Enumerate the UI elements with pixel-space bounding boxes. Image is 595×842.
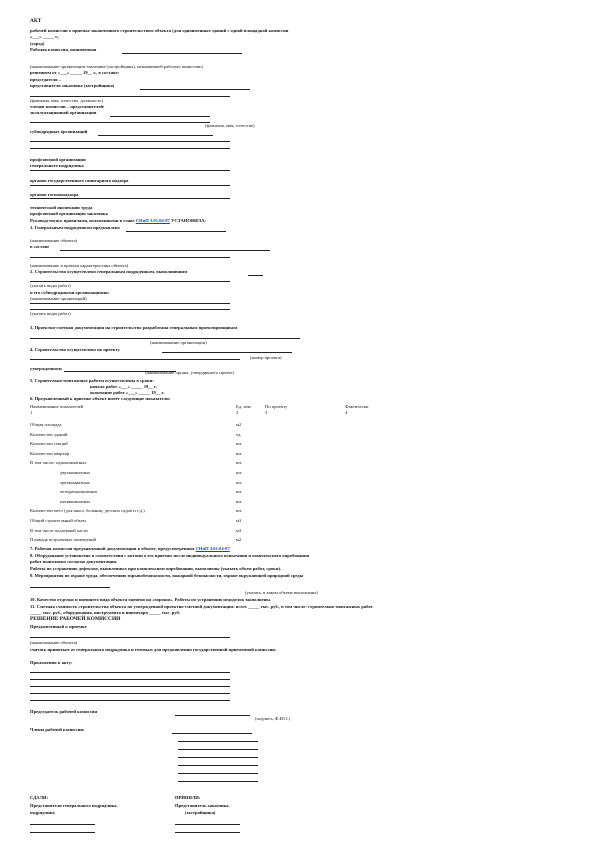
underline [110, 116, 210, 117]
accepted-sub: Представитель заказчика [175, 803, 229, 808]
p10-text: 10. Качество отделки и внешнего вида объекта оценено на «хорошо». Работы по устранению недоделок выполнены. [30, 597, 271, 602]
table-row-unit: шт. [236, 451, 243, 456]
subcontract-label: субподрядных организаций [30, 129, 88, 134]
fio-note-2: (фамилия, имя, отчество) [205, 123, 255, 128]
decision-note: (наименование объекта) [30, 640, 78, 645]
p3-note: (наименование организации) [150, 340, 207, 345]
underline [30, 309, 230, 310]
p11-text: 11. Сметная стоимость строительства объекта по утвержденной проектно-сметной документации: всего _____ тыс. руб., в том числе: строительно-монтажных работ [30, 604, 373, 609]
table-row-unit: шт. [236, 441, 243, 446]
underline [30, 693, 230, 694]
underline [140, 89, 250, 90]
underline [30, 672, 230, 673]
table-row-unit: м2 [236, 537, 242, 542]
fio-note: (фамилия, имя, отчество, должность) [30, 98, 103, 103]
chair-sign-line [175, 715, 250, 716]
p7-line [30, 546, 230, 551]
table-row-name: трехкомнатных [60, 480, 90, 485]
p5-text: 5. Строительно-монтажные работы осуществлены в сроки: [30, 378, 154, 383]
chair-note: представителя заказчика (застройщика) [30, 83, 115, 88]
underline [60, 250, 270, 251]
table-header-project: По проекту [265, 404, 288, 409]
table-num-3: 3 [265, 410, 268, 415]
intro-line: рабочей комиссии о приемке законченного строительством объекта (для одноименных зданий с одной площадкой комиссии [30, 28, 289, 33]
doc-title: АКТ [30, 18, 42, 24]
table-row-name: Количество квартир [30, 451, 70, 456]
p4-b: утвержденному [30, 366, 63, 371]
p1-note2: (наименование и краткая характеристика объекта) [30, 263, 129, 268]
intro-date: «___» _____ г., [30, 34, 60, 39]
underline [30, 637, 230, 638]
p3-text: 3. Проектно-сметная документация на строительство разработана генеральным проектировщиком [30, 325, 238, 330]
p5-end: окончание работ «___» _____ 19__ г. [90, 390, 165, 395]
table-row-name: Площадь встроенных помещений [30, 537, 97, 542]
underline [98, 135, 213, 136]
established-line [30, 218, 206, 223]
established-text: Руководствуясь правилами, изложенными в главе [30, 218, 135, 223]
underline [30, 198, 230, 199]
chair-sign-label: Председатель рабочей комиссии [30, 709, 98, 714]
member-sign-line [172, 733, 252, 734]
table-row-unit: м3 [236, 528, 242, 533]
table-row-name: Количество зданий [30, 432, 68, 437]
member-sign-line [178, 765, 258, 766]
table-header-actual: Фактически [345, 404, 369, 409]
underline [30, 257, 230, 258]
p1-b: в составе [30, 244, 50, 249]
sanitary-label: органов государственного санитарного надзора [30, 178, 129, 183]
table-row-name: Количество мест (для школ, больниц, детских садов и т.д.) [30, 508, 145, 513]
table-header-unit: Ед. изм. [236, 404, 252, 409]
underline [248, 275, 263, 276]
table-row-unit: шт. [236, 480, 243, 485]
p7-text: 7. Рабочая комиссия предъявленной документации в объеме, предусмотренном [30, 546, 195, 551]
accepted-label: ПРИНЯЛИ: [175, 795, 201, 800]
union-label: профсоюзной организации [30, 157, 86, 162]
accepted-sign-line [175, 832, 240, 833]
handed-sign-line [30, 824, 95, 825]
table-row-unit: шт. [236, 460, 243, 465]
underline [30, 686, 230, 687]
underline [30, 303, 230, 304]
p2-note: (указать виды работ) [30, 283, 71, 288]
p2-text: 2. Строительство осуществлено генеральным подрядчиком, выполнившим [30, 269, 188, 274]
snip-link-2[interactable]: СНиП 3.01.04-87 [195, 546, 230, 551]
member-sign-line [178, 773, 258, 774]
p2-b: и его субподрядными организациями: [30, 290, 110, 295]
city-label: (город) [30, 41, 45, 46]
accepted-sign-line [175, 824, 240, 825]
p9-text: 9. Мероприятия по охране труда, обеспечению взрывобезопасности, пожарной безопасности, охране окружающей природной среды [30, 573, 304, 578]
underline [30, 170, 230, 171]
p9-note: (указать, в каком объеме выполнены) [245, 590, 318, 595]
member-sign-line [178, 757, 258, 758]
p11-b: _____ тыс. руб., оборудования, инструмента и инвентаря _____ тыс. руб. [30, 610, 180, 615]
customer-note: (наименование организации-заказчика (застройщика), назначившей рабочую комиссию) [30, 64, 203, 69]
handed-sub2: подрядчика [30, 810, 55, 815]
chair-sign-note: (подпись, Ф.И.О.) [255, 716, 291, 721]
table-row-unit: шт. [236, 470, 243, 475]
underline [30, 141, 230, 142]
table-row-name: пятикомнатных [60, 499, 91, 504]
p4-text: 4. Строительство осуществлено по проекту [30, 347, 120, 352]
table-num-2: 2 [236, 410, 239, 415]
table-row-unit: м2 [236, 422, 242, 427]
accepted-sub2: (застройщика) [185, 810, 216, 815]
p1-note: (наименование объекта) [30, 238, 78, 243]
p6-text: 6. Предъявленный к приемке объект имеет следующие показатели: [30, 396, 171, 401]
member-sign-line [178, 741, 258, 742]
tech-union-label: технической инспекции труда [30, 205, 93, 210]
table-row-unit: ед. [236, 432, 242, 437]
underline [30, 96, 230, 97]
snip-link[interactable]: СНиП 3.01.04-87 [135, 218, 170, 223]
general-contractor-label: генерального подрядчика [30, 163, 84, 168]
p2-note2: (наименование организаций) [30, 296, 87, 301]
table-row-name: В том числе: однокомнатных [30, 460, 87, 465]
p4-note: (номер проекта) [250, 355, 282, 360]
members-sign-label: Члены рабочей комиссии: [30, 727, 85, 732]
operating-org-label: эксплуатационной организации [30, 110, 97, 115]
fire-label: органов госпожнадзора [30, 192, 79, 197]
decision-1: Предъявленный к приемке [30, 624, 87, 629]
underline [162, 352, 292, 353]
established-word: УСТАНОВИЛА: [171, 218, 206, 223]
underline [30, 185, 230, 186]
table-row-name: двухкомнатных [60, 470, 91, 475]
table-num-1: 1 [30, 410, 33, 415]
p4-note2: (наименование органа, утвердившего проект) [145, 370, 235, 375]
table-row-unit: шт. [236, 489, 243, 494]
underline [30, 338, 300, 339]
resolution-line: решением от «___» _____ 19__ г., в составе: [30, 70, 120, 75]
p5-start: начало работ «___» _____ 19__ г. [90, 384, 157, 389]
table-row-unit: шт. [236, 508, 243, 513]
handed-label: СДАЛИ: [30, 795, 49, 800]
p1-text: 1. Генеральным подрядчиком предъявлено [30, 225, 120, 230]
underline [30, 587, 110, 588]
underline [122, 53, 242, 54]
customer-union-label: профсоюзной организации заказчика [30, 211, 108, 216]
members-label: членов комиссии – представителей: [30, 104, 105, 109]
underline [30, 679, 230, 680]
commission-line: Рабочая комиссия, назначенная [30, 47, 97, 52]
chair-label: председателя – [30, 77, 61, 82]
p2-note3: (указать виды работ) [30, 311, 71, 316]
underline [126, 231, 226, 232]
underline [30, 281, 230, 282]
underline [30, 359, 240, 360]
underline [30, 148, 230, 149]
member-sign-line [178, 781, 258, 782]
p8-c: Работы по устранению дефектов, выявленных при комплексном опробовании, выполнены (указать объем работ, сроки). [30, 566, 282, 571]
table-row-name: четырехкомнатных [60, 489, 98, 494]
table-row-unit: м3 [236, 518, 242, 523]
table-row-name: Количество секций [30, 441, 68, 446]
table-row-name: Общая площадь [30, 422, 62, 427]
underline [30, 700, 230, 701]
attach-label: Приложения к акту: [30, 660, 73, 665]
p8-text: 8. Оборудование установлено в соответствии с актами о его приемке после индивидуального испытания и комплексного опробования [30, 553, 310, 558]
table-row-name: В том числе подземной части [30, 528, 88, 533]
decision-heading: РЕШЕНИЕ РАБОЧЕЙ КОМИССИИ [30, 616, 121, 622]
decision-2: считать принятым от генерального подрядчика и готовым для предъявления государственной приемочной комиссии. [30, 647, 277, 652]
table-header-name: Наименование показателей [30, 404, 84, 409]
table-row-unit: шт. [236, 499, 243, 504]
p8-b: работ выполнено согласно документации. [30, 559, 118, 564]
underline [30, 122, 210, 123]
member-sign-line [178, 749, 258, 750]
table-num-4: 4 [345, 410, 348, 415]
handed-sub: Представители генерального подрядчика [30, 803, 117, 808]
table-row-name: Общий строительный объем [30, 518, 86, 523]
handed-sign-line [30, 832, 95, 833]
